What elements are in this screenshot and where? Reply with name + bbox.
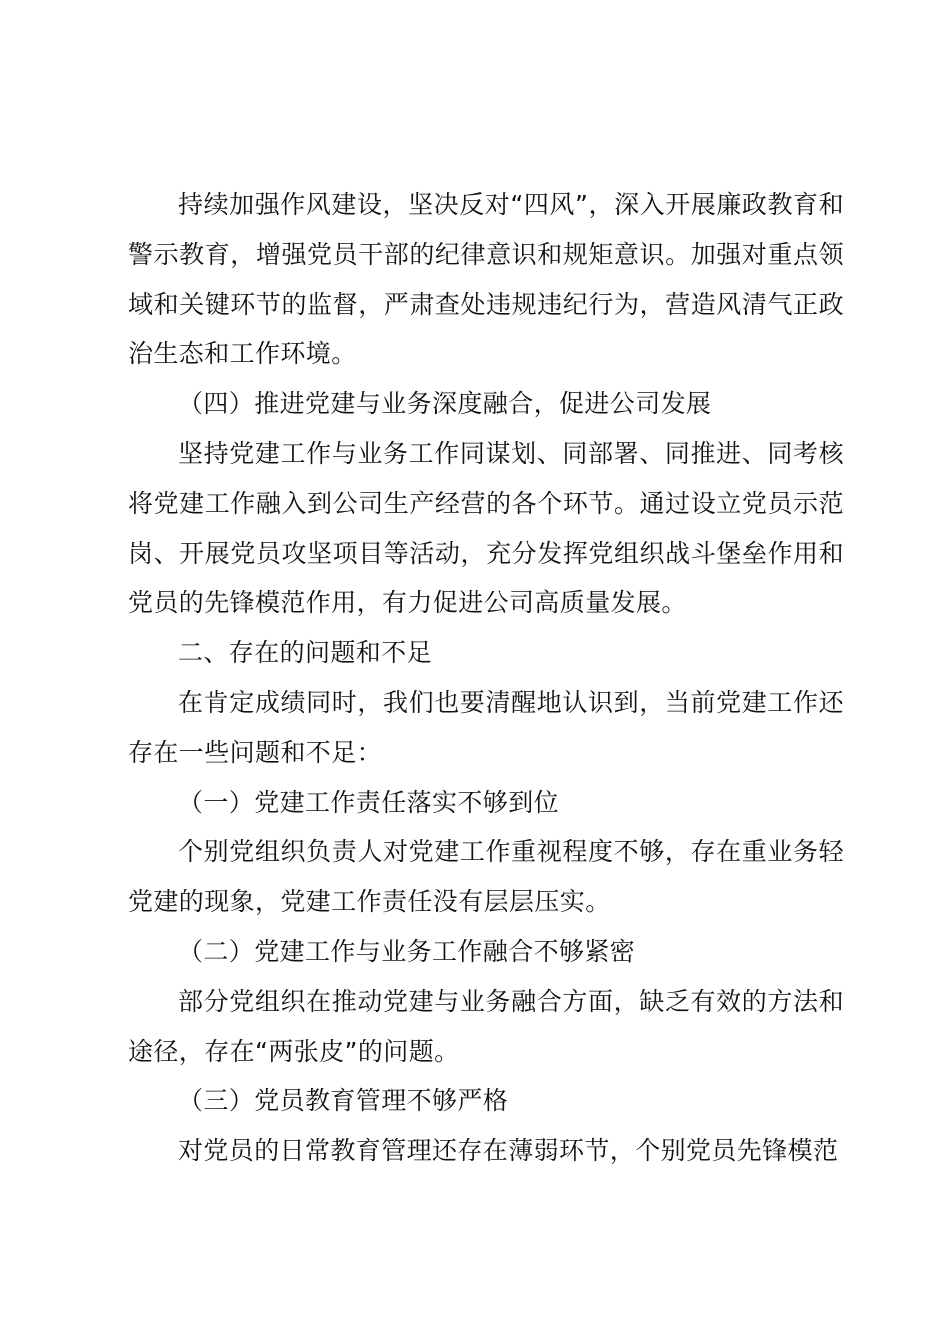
paragraph-fusion: 部分党组织在推动党建与业务融合方面，缺乏有效的方法和途径，存在“两张皮”的问题。 — [128, 986, 844, 1066]
paragraph-responsibility: 个别党组织负责人对党建工作重视程度不够，存在重业务轻党建的现象，党建工作责任没有层层压实。 — [128, 837, 844, 917]
section-heading-integration: （四）推进党建与业务深度融合，促进公司发展 — [178, 389, 712, 419]
section-heading-responsibility: （一）党建工作责任落实不够到位 — [178, 787, 560, 817]
paragraph-style-discipline: 持续加强作风建设，坚决反对“四风”，深入开展廉政教育和警示教育，增强党员干部的纪律意识和规矩意识。加强对重点领域和关键环节的监督，严肃查处违规违纪行为，营造风清气正政治生态和工作环境。 — [128, 190, 844, 369]
section-heading-problems: 二、存在的问题和不足 — [178, 638, 433, 668]
section-heading-fusion: （二）党建工作与业务工作融合不够紧密 — [178, 936, 636, 966]
paragraph-problems-intro: 在肯定成绩同时，我们也要清醒地认识到，当前党建工作还存在一些问题和不足： — [128, 687, 844, 767]
section-heading-education: （三）党员教育管理不够严格 — [178, 1086, 509, 1116]
document-body — [128, 180, 844, 1176]
paragraph-education: 对党员的日常教育管理还存在薄弱环节，个别党员先锋模范 — [178, 1136, 839, 1166]
paragraph-integration: 坚持党建工作与业务工作同谋划、同部署、同推进、同考核将党建工作融入到公司生产经营的各个环节。通过设立党员示范岗、开展党员攻坚项目等活动，充分发挥党组织战斗堡垒作用和党员的先锋模范作用，有力促进公司高质量发展。 — [128, 438, 844, 618]
